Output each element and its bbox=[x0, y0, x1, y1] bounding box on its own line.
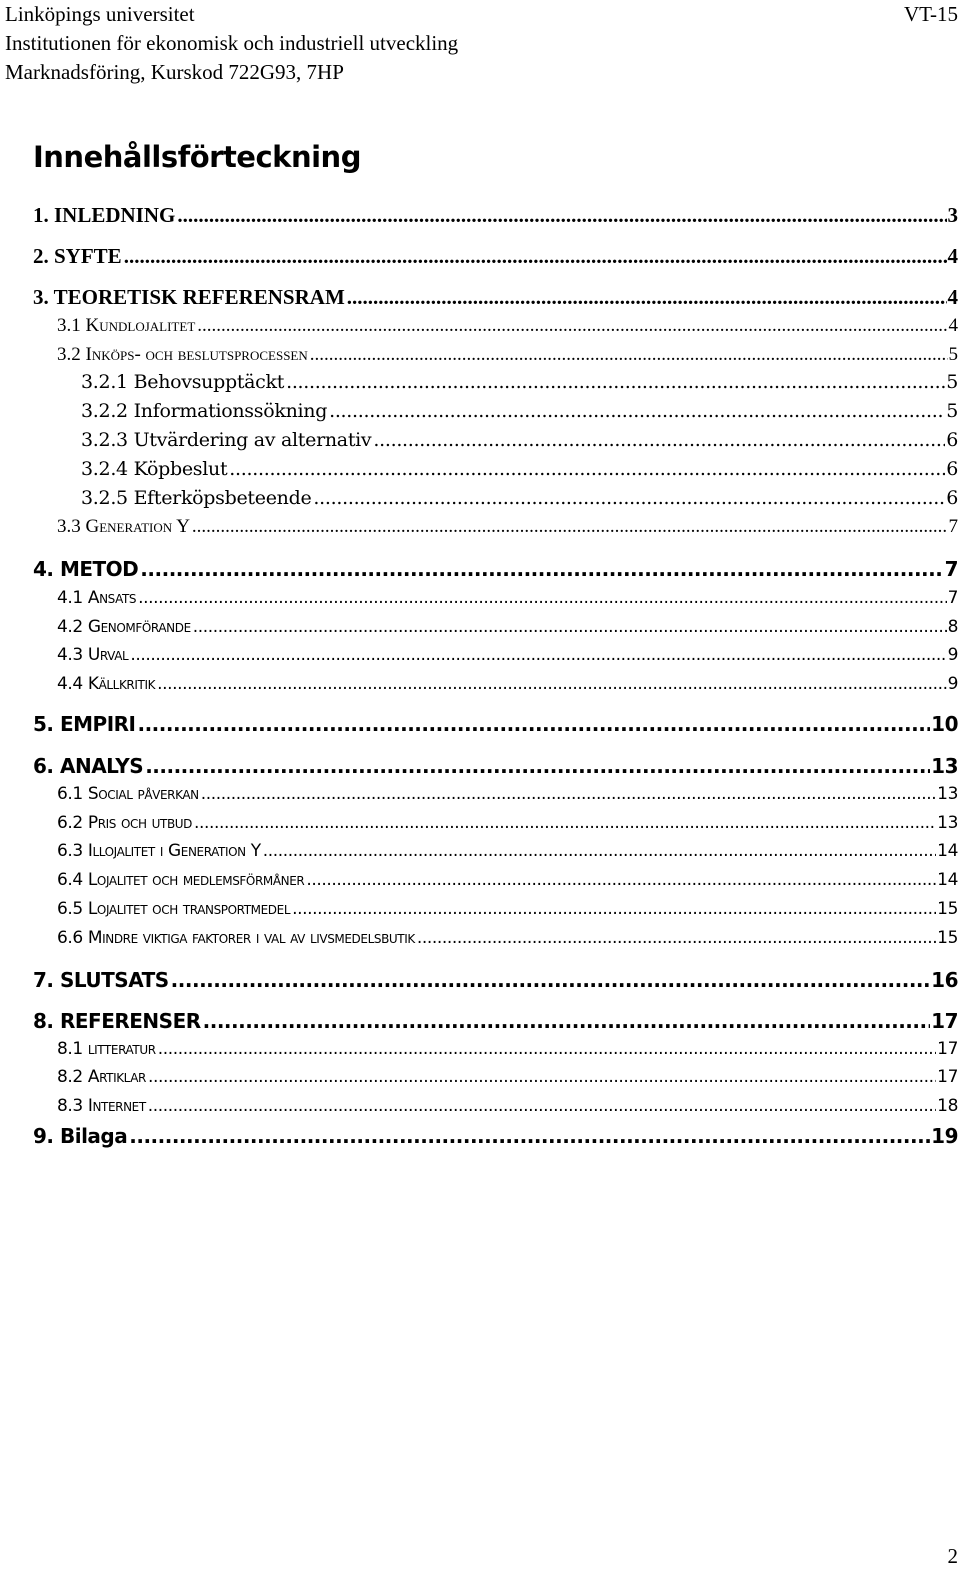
toc-entry-utvardering[interactable]: 3.2.3 Utvärdering av alternativ ..... 6 bbox=[0, 429, 958, 451]
toc-title: Innehållsförteckning bbox=[33, 140, 361, 174]
header-term: VT-15 bbox=[903, 2, 958, 26]
page-number: 2 bbox=[947, 1544, 958, 1568]
toc-entry-referenser[interactable]: 8. REFERENSER ..... 17 bbox=[0, 1009, 958, 1033]
page-header bbox=[5, 0, 958, 87]
toc-entry-medlemsformaner[interactable]: 6.4 Lojalitet och medlemsförmåner ..... 14 bbox=[0, 870, 958, 890]
header-course: Marknadsföring, Kurskod 722G93, 7HP bbox=[5, 60, 344, 84]
header-institution: Institutionen för ekonomisk och industriell utveckling bbox=[5, 31, 459, 55]
toc-entry-social-paverkan[interactable]: 6.1 Social påverkan ..... 13 bbox=[0, 784, 958, 804]
toc-entry-inledning[interactable]: 1. INLEDNING ..... 3 bbox=[0, 203, 958, 228]
toc-entry-genomforande[interactable]: 4.2 Genomförande ..... 8 bbox=[0, 617, 958, 637]
toc-entry-syfte[interactable]: 2. SYFTE ..... 4 bbox=[0, 244, 958, 269]
toc-entry-behovsupptackt[interactable]: 3.2.1 Behovsupptäckt ..... 5 bbox=[0, 371, 958, 393]
toc-entry-kopbeslut[interactable]: 3.2.4 Köpbeslut ..... 6 bbox=[0, 458, 958, 480]
toc-entry-transportmedel[interactable]: 6.5 Lojalitet och transportmedel ..... 15 bbox=[0, 899, 958, 919]
toc-entry-efterkopsbeteende[interactable]: 3.2.5 Efterköpsbeteende ..... 6 bbox=[0, 487, 958, 509]
toc-entry-ansats[interactable]: 4.1 Ansats ..... 7 bbox=[0, 588, 958, 608]
toc-entry-kallkritik[interactable]: 4.4 Källkritik ..... 9 bbox=[0, 674, 958, 694]
header-university: Linköpings universitet bbox=[5, 2, 195, 26]
toc-entry-generation-y[interactable]: 3.3 Generation Y ..... 7 bbox=[0, 516, 958, 538]
toc-entry-metod[interactable]: 4. METOD ..... 7 bbox=[0, 557, 958, 581]
toc-entry-internet[interactable]: 8.3 Internet ..... 18 bbox=[0, 1096, 958, 1116]
toc-entry-bilaga[interactable]: 9. Bilaga ..... 19 bbox=[0, 1124, 958, 1148]
toc-entry-litteratur[interactable]: 8.1 litteratur ..... 17 bbox=[0, 1039, 958, 1059]
toc-entry-analys[interactable]: 6. ANALYS ..... 13 bbox=[0, 754, 958, 778]
toc-entry-pris-och-utbud[interactable]: 6.2 Pris och utbud ..... 13 bbox=[0, 813, 958, 833]
toc-entry-artiklar[interactable]: 8.2 Artiklar ..... 17 bbox=[0, 1067, 958, 1087]
toc-entry-mindre-viktiga-faktorer[interactable]: 6.6 Mindre viktiga faktorer i val av livsmedelsbutik ..... 15 bbox=[0, 928, 958, 948]
toc-entry-illojalitet[interactable]: 6.3 Illojalitet i Generation Y ..... 14 bbox=[0, 841, 958, 861]
toc-entry-informationssokning[interactable]: 3.2.2 Informationssökning ..... 5 bbox=[0, 400, 958, 422]
toc-entry-inkops-beslutsprocessen[interactable]: 3.2 Inköps- och beslutsprocessen ..... 5 bbox=[0, 344, 958, 366]
toc-entry-kundlojalitet[interactable]: 3.1 Kundlojalitet ..... 4 bbox=[0, 315, 958, 337]
toc-entry-slutsats[interactable]: 7. SLUTSATS ..... 16 bbox=[0, 968, 958, 992]
toc-entry-teoretisk-referensram[interactable]: 3. TEORETISK REFERENSRAM ..... 4 bbox=[0, 285, 958, 310]
toc-entry-empiri[interactable]: 5. EMPIRI ..... 10 bbox=[0, 712, 958, 736]
toc-entry-urval[interactable]: 4.3 Urval ..... 9 bbox=[0, 645, 958, 665]
